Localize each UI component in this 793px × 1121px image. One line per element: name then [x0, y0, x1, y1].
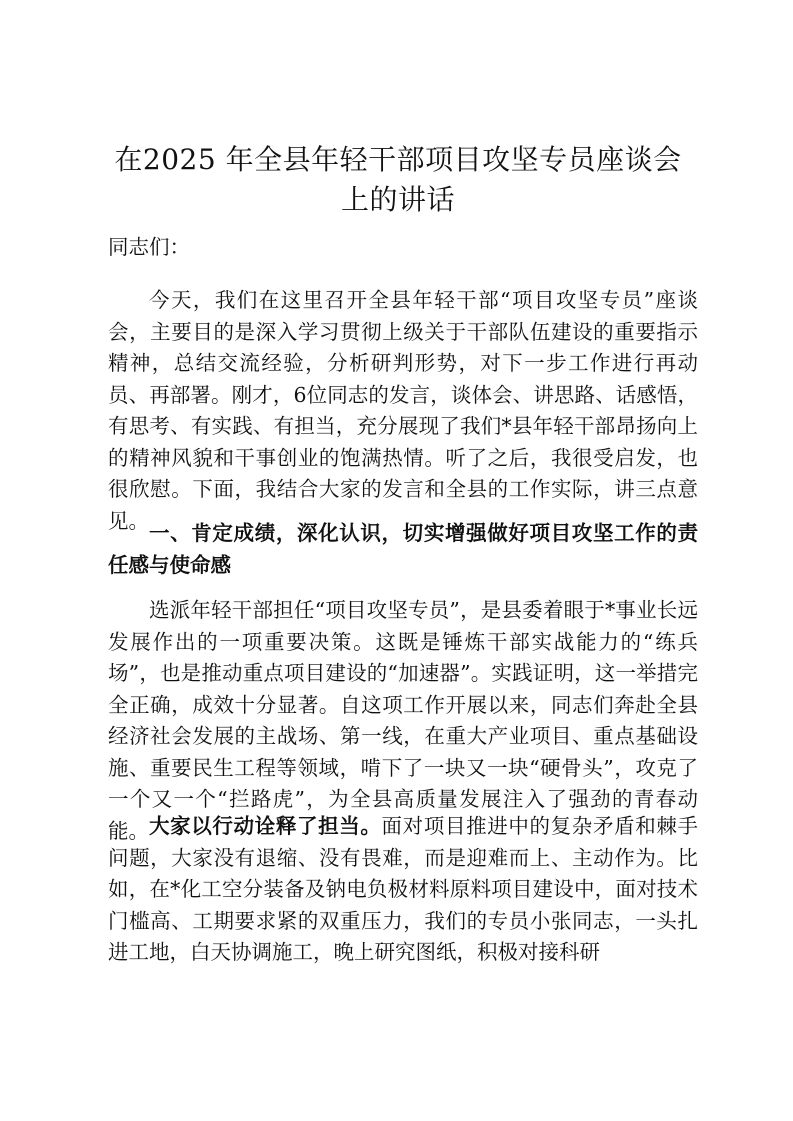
greeting: 同志们：	[108, 235, 190, 259]
paragraph-section1-body: 选派年轻干部担任“项目攻坚专员”，是县委着眼于*事业长远发展作出的一项重要决策。这既是锤炼干部实战能力的“练兵场”，也是推动重点项目建设的“加速器”。实践证明，这一举措完全正确，成效十分显著。自这项工作开展以来，同志们奔赴全县经济社会发展的主战场、第一线，在重大产业项目、重点基础设施、重要民生工程等领域，啃下了一块又一块“硬骨头”，攻克了一个又一个“拦路虎”，为全县高质量发展注入了强劲的青春动能。	[108, 598, 698, 843]
section-heading-1: 一、肯定成绩，深化认识，切实增强做好项目攻坚工作的责任感与使命感	[108, 521, 698, 577]
document-title	[98, 140, 698, 220]
title-line-2: 上的讲话	[340, 183, 455, 216]
paragraph-intro: 今天，我们在这里召开全县年轻干部“项目攻坚专员”座谈会，主要目的是深入学习贯彻上级关于干部队伍建设的重要指示精神，总结交流经验，分析研判形势，对下一步工作进行再动员、再部署。刚才，6位同志的发言，谈体会、讲思路、话感悟，有思考、有实践、有担当，充分展现了我们*县年轻干部昂扬向上的精神风貌和干事创业的饱满热情。听了之后，我很受启发，也很欣慰。下面，我结合大家的发言和全县的工作实际，讲三点意见。	[108, 288, 698, 533]
paragraph-body-text: 面对项目推进中的复杂矛盾和棘手问题，大家没有退缩、没有畏难，而是迎难而上、主动作为。比如，在*化工空分装备及钠电负极材料原料项目建设中，面对技术门槛高、工期要求紧的双重压力，我们的专员小张同志，一头扎进工地，白天协调施工，晚上研究图纸，积极对接科研	[108, 814, 699, 964]
paragraph-lead-sentence: 大家以行动诠释了担当。	[149, 814, 382, 838]
title-line-1: 在2025 年全县年轻干部项目攻坚专员座谈会	[114, 143, 682, 176]
paragraph-action	[108, 811, 698, 969]
